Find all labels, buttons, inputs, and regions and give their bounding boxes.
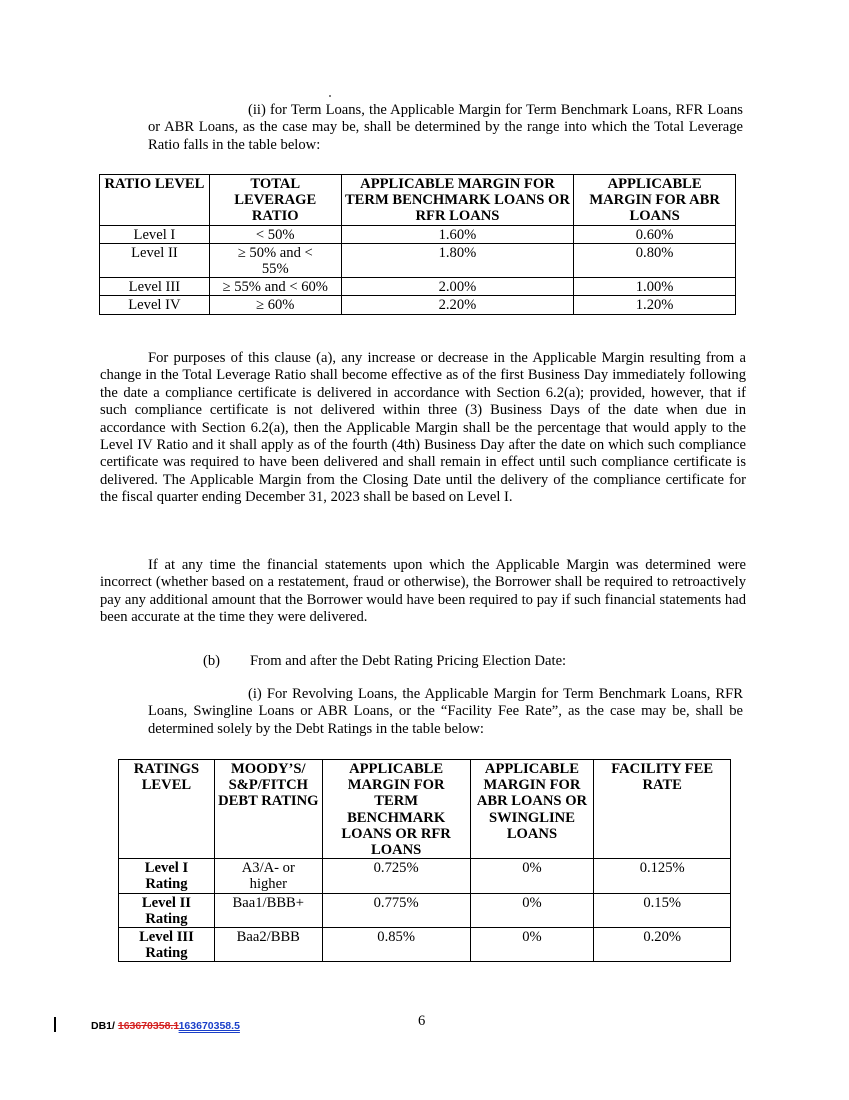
table-row [119,893,731,927]
table-cell: Level I Rating [119,859,215,893]
table-row [100,225,736,243]
table-cell: ≥ 55% and < 60% [209,278,341,296]
table-cell: 0.80% [574,243,736,277]
table-cell: 1.80% [341,243,574,277]
table-cell: 0% [470,893,594,927]
table-cell: 0.60% [574,225,736,243]
table-header-cell: MOODY’S/ S&P/FITCH DEBT RATING [214,760,322,859]
table-cell: 0.725% [322,859,470,893]
table-row [119,928,731,962]
deleted-document-id: 163670358.1 [117,1020,179,1032]
table-cell: 0.20% [594,928,731,962]
table-row [100,243,736,277]
table-cell: Level II Rating [119,893,215,927]
table-cell: ≥ 60% [209,296,341,314]
leverage-margin-table [99,174,736,315]
inserted-document-id: 163670358.5 [178,1020,240,1032]
table-header-cell: APPLICABLE MARGIN FOR TERM BENCHMARK LOANS OR RFR LOANS [341,175,574,226]
table-cell: 0.775% [322,893,470,927]
table-cell: Level IV [100,296,210,314]
table-cell: 0% [470,928,594,962]
table-cell: 1.00% [574,278,736,296]
page-number: 6 [418,1013,426,1029]
table-cell: 1.20% [574,296,736,314]
table-cell: ≥ 50% and < 55% [209,243,341,277]
table-cell: 0.85% [322,928,470,962]
table-header-cell: APPLICABLE MARGIN FOR ABR LOANS OR SWINGLINE LOANS [470,760,594,859]
table-cell: 0.125% [594,859,731,893]
table-cell: Baa2/BBB [214,928,322,962]
section-a-ii-paragraph: (ii) for Term Loans, the Applicable Margin for Term Benchmark Loans, RFR Loans or ABR Loans, as the case may be, shall be determined by the range into which the Total Leverage Ratio falls in the table below: [148,102,743,153]
table-cell: 1.60% [341,225,574,243]
table-row [100,296,736,314]
table-header-cell: APPLICABLE MARGIN FOR ABR LOANS [574,175,736,226]
table-cell: A3/A- or higher [214,859,322,893]
section-b-text: From and after the Debt Rating Pricing Election Date: [250,653,567,669]
table-cell: Level III [100,278,210,296]
table-header-row [100,175,736,226]
table-cell: Level I [100,225,210,243]
table-header-cell: FACILITY FEE RATE [594,760,731,859]
section-b-heading [203,653,723,670]
table-cell: < 50% [209,225,341,243]
table-cell: Level III Rating [119,928,215,962]
document-id [91,1020,240,1032]
table-header-cell: TOTAL LEVERAGE RATIO [209,175,341,226]
change-bar [54,1017,56,1032]
table-cell: 0.15% [594,893,731,927]
scan-speck [329,95,331,97]
table-row [119,859,731,893]
document-id-prefix: DB1/ [91,1020,115,1032]
table-header-cell: APPLICABLE MARGIN FOR TERM BENCHMARK LOANS OR RFR LOANS [322,760,470,859]
table-cell: Baa1/BBB+ [214,893,322,927]
table-cell: Level II [100,243,210,277]
table-cell: 0% [470,859,594,893]
table-header-cell: RATIO LEVEL [100,175,210,226]
table-row [100,278,736,296]
table-cell: 2.00% [341,278,574,296]
incorrect-statements-paragraph: If at any time the financial statements upon which the Applicable Margin was determined were incorrect (whether based on a restatement, fraud or otherwise), the Borrower shall be required to retroactively pay any additional amount that the Borrower would have been required to pay if such financial statements had been accurate at the time they were delivered. [100,557,746,626]
purposes-paragraph: For purposes of this clause (a), any increase or decrease in the Applicable Margin resulting from a change in the Total Leverage Ratio shall become effective as of the first Business Day immediately following the date a compliance certificate is delivered in accordance with Section 6.2(a); provided, however, that if such compliance certificate is not delivered within three (3) Business Days of the date when due in accordance with Section 6.2(a), then the Applicable Margin shall be the percentage that would apply to the Level IV Ratio and it shall apply as of the fourth (4th) Business Day after the date on which such compliance certificate was required to have been delivered and shall remain in effect until such compliance certificate is delivered. The Applicable Margin from the Closing Date until the delivery of the compliance certificate for the fiscal quarter ending December 31, 2023 shall be based on Level I. [100,350,746,506]
table-header-cell: RATINGS LEVEL [119,760,215,859]
debt-ratings-table [118,759,731,962]
section-b-i-paragraph: (i) For Revolving Loans, the Applicable Margin for Term Benchmark Loans, RFR Loans, Swingline Loans or ABR Loans, or the “Facility Fee Rate”, as the case may be, shall be determined solely by the Debt Ratings in the table below: [148,686,743,737]
table-header-row [119,760,731,859]
table-cell: 2.20% [341,296,574,314]
section-b-marker: (b) [203,653,221,669]
